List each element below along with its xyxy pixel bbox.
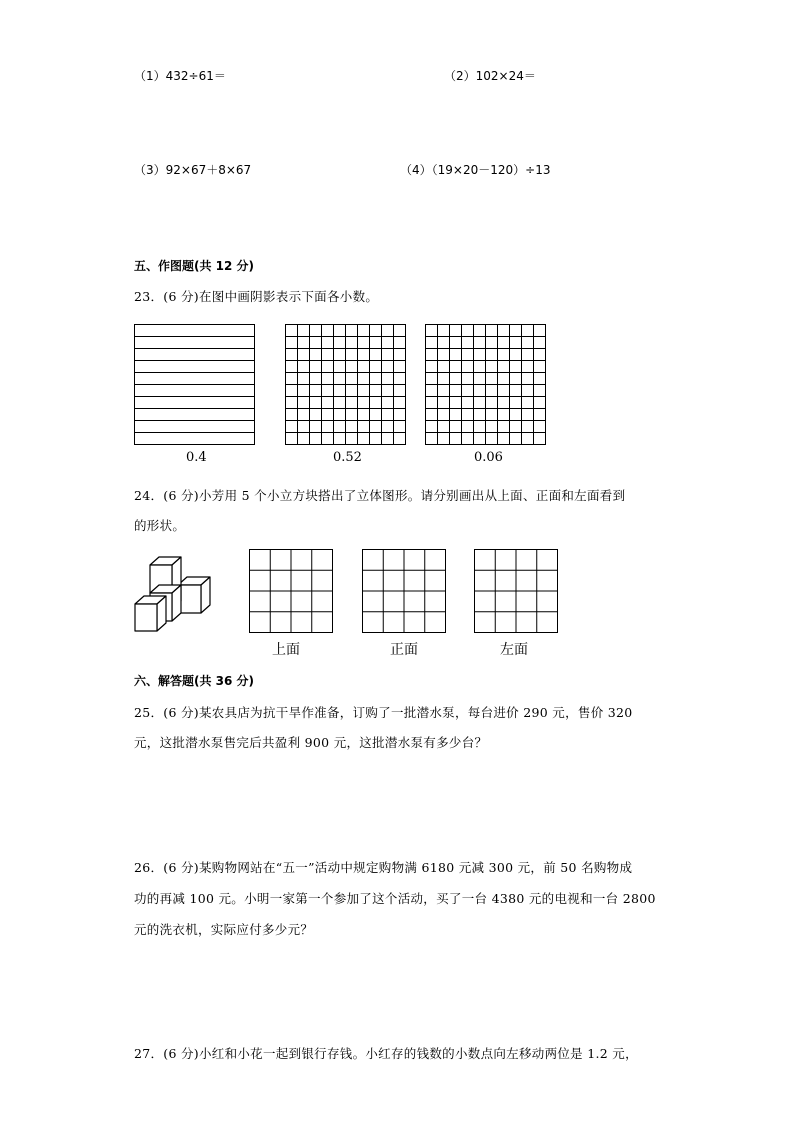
label-0-52: 0.52 bbox=[333, 450, 362, 465]
hundred-grid-2 bbox=[425, 324, 546, 445]
label-0-4: 0.4 bbox=[186, 450, 207, 465]
question-24-line1: 24．(6 分)小芳用 5 个小立方块搭出了立体图形。请分别画出从上面、正面和左面看到 bbox=[134, 488, 626, 503]
strip-grid-tenths bbox=[134, 324, 255, 445]
question-25-line2: 元，这批潜水泵售完后共盈利 900 元，这批潜水泵有多少台？ bbox=[134, 735, 488, 750]
question-24-line2: 的形状。 bbox=[134, 518, 186, 533]
cube-stack-figure bbox=[130, 555, 214, 635]
calc-problem-4: （4）（19×20－120）÷13 bbox=[400, 163, 551, 177]
question-26-line1: 26．(6 分)某购物网站在“五一”活动中规定购物满 6180 元减 300 元，前 50 名购物成 bbox=[134, 860, 633, 875]
calc-problem-2: （2）102×24＝ bbox=[444, 69, 536, 83]
question-25-line1: 25．(6 分)某农具店为抗干旱作准备，订购了一批潜水泵，每台进价 290 元，售价 320 bbox=[134, 705, 633, 720]
question-23-text: 23．(6 分)在图中画阴影表示下面各小数。 bbox=[134, 289, 379, 304]
calc-problem-3: （3）92×67＋8×67 bbox=[134, 163, 252, 177]
label-0-06: 0.06 bbox=[474, 450, 503, 465]
section-title-drawing: 五、作图题(共 12 分) bbox=[134, 259, 255, 273]
calc-problem-1: （1）432÷61＝ bbox=[134, 69, 226, 83]
section-title-solving: 六、解答题(共 36 分) bbox=[134, 674, 255, 688]
label-front-view: 正面 bbox=[390, 642, 418, 658]
left-view-grid bbox=[474, 549, 558, 633]
top-view-grid bbox=[249, 549, 333, 633]
label-left-view: 左面 bbox=[500, 642, 528, 658]
label-top-view: 上面 bbox=[272, 642, 300, 658]
front-view-grid bbox=[362, 549, 446, 633]
question-26-line3: 元的洗衣机，实际应付多少元？ bbox=[134, 922, 314, 937]
hundred-grid-1 bbox=[285, 324, 406, 445]
question-27-line1: 27．(6 分)小红和小花一起到银行存钱。小红存的钱数的小数点向左移动两位是 1.2 元， bbox=[134, 1046, 638, 1061]
question-26-line2: 功的再减 100 元。小明一家第一个参加了这个活动，买了一台 4380 元的电视和一台 2800 bbox=[134, 891, 656, 906]
